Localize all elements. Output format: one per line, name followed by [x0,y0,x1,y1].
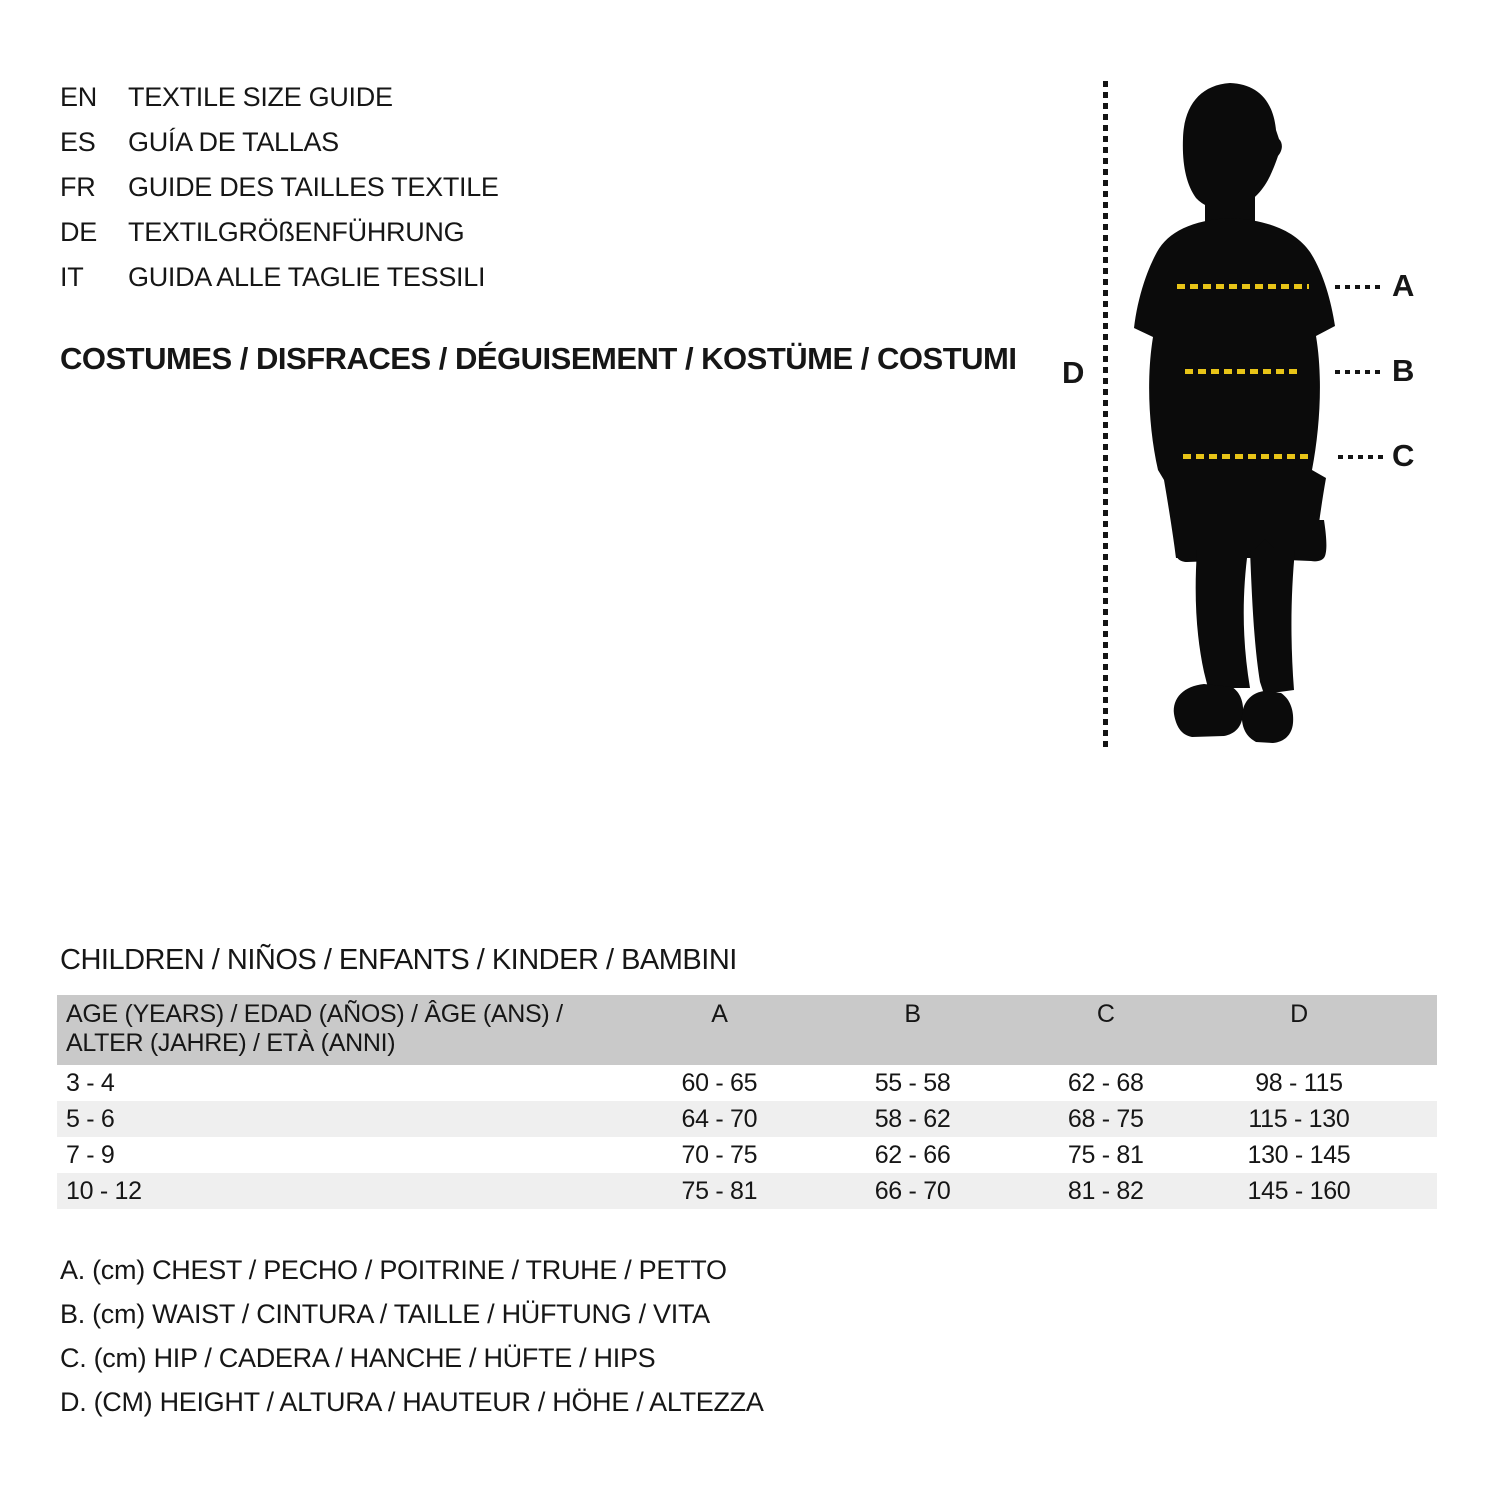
legend-hip: C. (cm) HIP / CADERA / HANCHE / HÜFTE / HIPS [60,1343,656,1373]
guide-title-fr: GUIDE DES TAILLES TEXTILE [128,172,499,202]
size-table-header-row [57,995,1437,1065]
guide-title-es: GUÍA DE TALLAS [128,127,339,157]
language-code: EN [60,82,97,112]
measurement-legend [60,1248,764,1424]
waist-cell: 55 - 58 [874,1068,951,1097]
table-row [57,1101,1437,1137]
column-header-c: C [1096,1000,1115,1028]
hip-cell: 75 - 81 [1067,1140,1144,1169]
chest-cell: 75 - 81 [681,1176,758,1205]
hip-cell: 68 - 75 [1067,1104,1144,1133]
language-row-es [60,120,499,165]
waist-measure-label: B [1392,353,1415,388]
column-header-a: A [711,1000,728,1028]
waist-cell: 62 - 66 [874,1140,951,1169]
language-row-en [60,75,499,120]
language-code: IT [60,262,84,292]
waist-cell: 58 - 62 [874,1104,951,1133]
measurement-diagram [1040,75,1485,765]
language-title-list [60,75,499,300]
hip-measure-label: C [1392,438,1415,473]
language-code: ES [60,127,96,157]
language-row-it [60,255,499,300]
age-cell: 5 - 6 [66,1104,115,1133]
height-dashed-line [1103,81,1108,747]
height-measure-label: D [1061,355,1085,390]
guide-title-it: GUIDA ALLE TAGLIE TESSILI [128,262,486,292]
hip-leader-line [1338,455,1385,459]
category-heading: COSTUMES / DISFRACES / DÉGUISEMENT / KOSTÜME / COSTUMI [60,341,1017,376]
column-header-d: D [1290,1000,1308,1028]
table-row [57,1065,1437,1101]
height-cell: 130 - 145 [1247,1140,1351,1169]
child-silhouette-icon [1130,80,1360,750]
hip-cell: 81 - 82 [1067,1176,1144,1205]
age-cell: 10 - 12 [66,1176,142,1205]
chest-leader-line [1335,285,1385,289]
waist-cell: 66 - 70 [874,1176,951,1205]
height-cell: 115 - 130 [1248,1104,1350,1133]
chest-cell: 70 - 75 [681,1140,758,1169]
guide-title-en: TEXTILE SIZE GUIDE [128,82,393,112]
legend-height: D. (CM) HEIGHT / ALTURA / HAUTEUR / HÖHE / ALTEZZA [60,1387,764,1417]
chest-cell: 64 - 70 [681,1104,758,1133]
children-section-title: CHILDREN / NIÑOS / ENFANTS / KINDER / BAMBINI [60,944,737,976]
language-row-de [60,210,499,255]
waist-leader-line [1335,370,1385,374]
waist-dashed-line [1185,369,1300,374]
age-cell: 3 - 4 [66,1068,115,1097]
age-column-header [57,1000,623,1058]
language-code: DE [60,217,97,247]
table-row [57,1173,1437,1209]
language-code: FR [60,172,96,202]
age-header-line2: ALTER (JAHRE) / ETÀ (ANNI) [66,1029,396,1057]
legend-chest: A. (cm) CHEST / PECHO / POITRINE / TRUHE / PETTO [60,1255,727,1285]
table-row [57,1137,1437,1173]
height-cell: 98 - 115 [1255,1068,1343,1097]
age-cell: 7 - 9 [66,1140,115,1169]
language-row-fr [60,165,499,210]
column-header-b: B [904,1000,921,1028]
height-cell: 145 - 160 [1247,1176,1351,1205]
guide-title-de: TEXTILGRÖßENFÜHRUNG [128,217,465,247]
legend-waist: B. (cm) WAIST / CINTURA / TAILLE / HÜFTUNG / VITA [60,1299,710,1329]
chest-measure-label: A [1392,268,1415,303]
children-size-table [57,995,1437,1209]
hip-cell: 62 - 68 [1067,1068,1144,1097]
age-header-line1: AGE (YEARS) / EDAD (AÑOS) / ÂGE (ANS) / [66,1000,563,1028]
chest-cell: 60 - 65 [681,1068,758,1097]
hip-dashed-line [1183,454,1310,459]
chest-dashed-line [1177,284,1309,289]
